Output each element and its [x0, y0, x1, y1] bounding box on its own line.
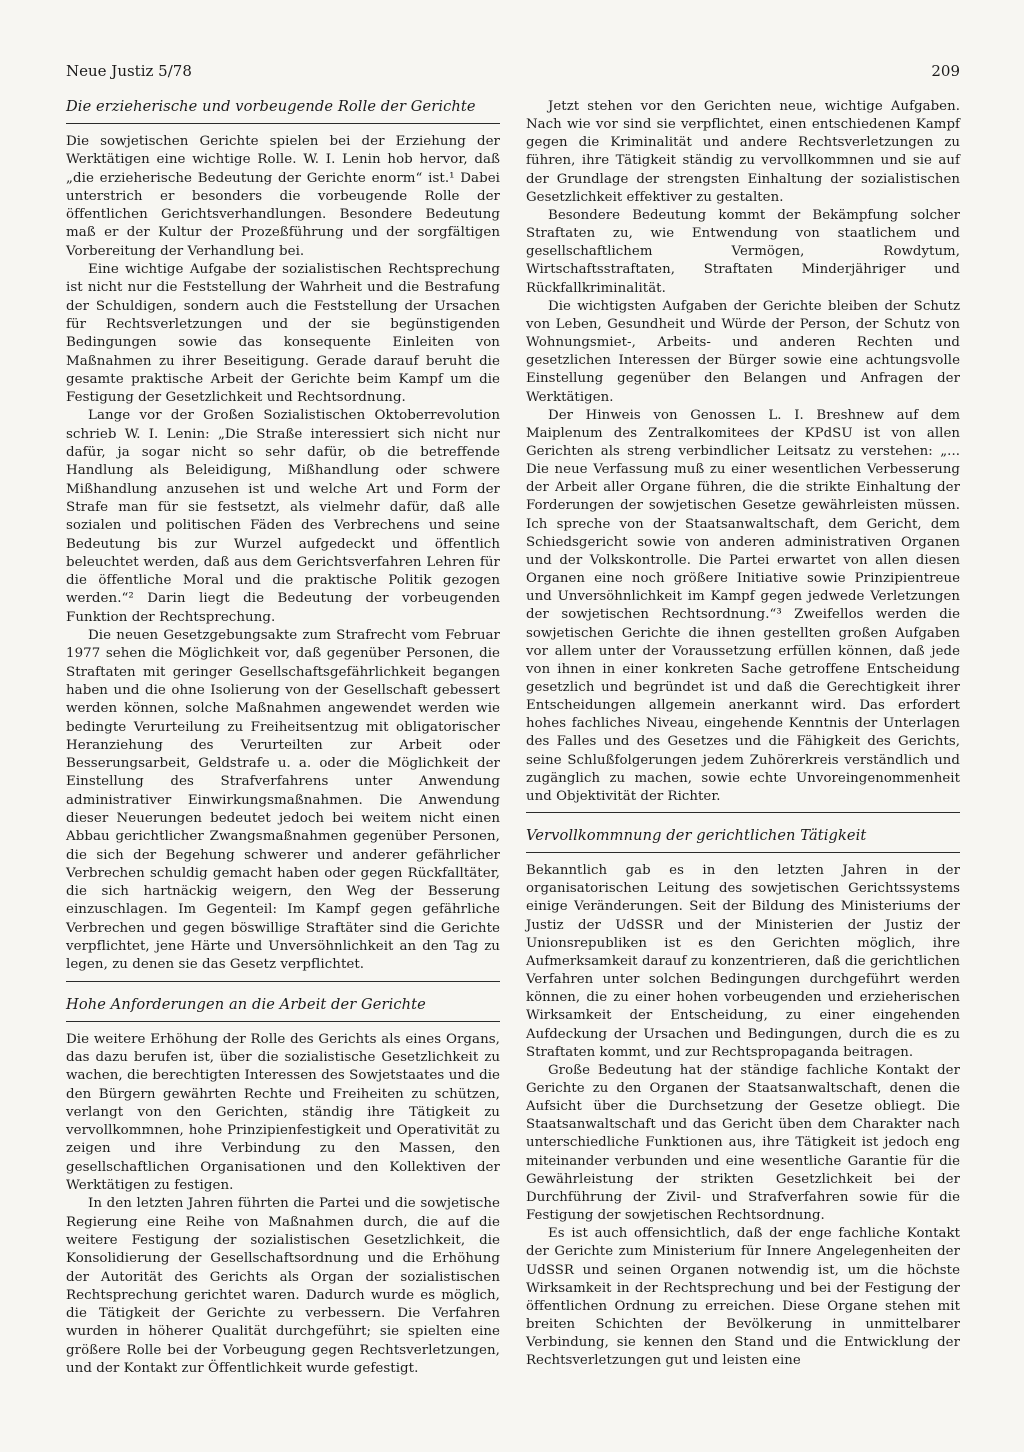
left-column [66, 98, 500, 1378]
paragraph: Jetzt stehen vor den Gerichten neue, wichtige Aufgaben. Nach wie vor sind sie verpflichtet, einen entschiedenen Kampf gegen die Kriminalität und andere Rechtsverletzungen zu führen, ihre Tätigkeit ständig zu vervollkommnen und sie auf der Grundlage der strengsten Einhaltung der sozialistischen Gesetzlichkeit effektiver zu gestalten. [526, 99, 960, 205]
section-divider [526, 812, 960, 813]
section-heading-erzieherische-rolle: Die erzieherische und vorbeugende Rolle der Gerichte [66, 98, 500, 124]
paragraph: Besondere Bedeutung kommt der Bekämpfung solcher Straftaten zu, wie Entwendung von staatlichem und gesellschaftlichem Vermögen, Rowdytum, Wirtschaftsstraftaten, Straftaten Minderjähriger und Rückfallkriminalität. [526, 207, 960, 296]
paragraph: Der Hinweis von Genossen L. I. Breshnew auf dem Maiplenum des Zentralkomitees der KPdSU ist von allen Gerichten als streng verbindlicher Leitsatz zu verstehen: „... Die neue Verfassung muß zu einer wesentlichen Verbesserung der Arbeit aller Organe führen, die die strikte Einhaltung der Forderungen der sowjetischen Gesetze gewährleisten müssen. Ich spreche von der Staatsanwaltschaft, dem Gericht, dem Schiedsgericht sowie von anderen administrativen Organen und der Volkskontrolle. Die Partei erwartet von allen diesen Organen eine noch größere Initiative sowie Prinzipientreue und Unversöhnlichkeit im Kampf gegen jedwede Verletzungen der sowjetischen Rechtsordnung.“³ Zweifellos werden die sowjetischen Gerichte die ihnen gestellten großen Aufgaben vor allem unter der Voraussetzung erfüllen können, daß jede von ihnen in einer konkreten Sache getroffene Entscheidung gesetzlich und begründet ist und daß die Gerechtigkeit ihrer Entscheidungen allgemein anerkannt wird. Das erfordert hohes fachliches Niveau, eingehende Kenntnis der Unterlagen des Falles und des Gesetzes und die Fähigkeit des Gerichts, seine Schlußfolgerungen jedem Zuhörerkreis verständlich und zugänglich zu machen, sowie echte Unvoreingenommenheit und Objektivität der Richter. [526, 407, 960, 804]
paragraph: Die neuen Gesetzgebungsakte zum Strafrecht vom Februar 1977 sehen die Möglichkeit vor, daß gegenüber Personen, die Straftaten mit geringer Gesellschaftsgefährlichkeit begangen haben und die ohne Isolierung von der Gesellschaft gebessert werden können, solche Maßnahmen angewendet werden wie bedingte Verurteilung zu Freiheitsentzug mit obligatorischer Heranziehung des Verurteilten zur Arbeit oder Besserungsarbeit, Geldstrafe u. a. oder die Möglichkeit der Einstellung des Strafverfahrens unter Anwendung administrativer Einwirkungsmaßnahmen. Die Anwendung dieser Neuerungen bedeutet jedoch bei weitem nicht einen Abbau gerichtlicher Zwangsmaßnahmen gegenüber Personen, die sich der Begehung schwerer und anderer gefährlicher Verbrechen schuldig gemacht haben oder gegen Rückfalltäter, die sich hartnäckig weigern, den Weg der Besserung einzuschlagen. Im Gegenteil: Im Kampf gegen gefährliche Verbrechen und gegen böswillige Straftäter sind die Gerichte verpflichtet, jene Härte und Unversöhnlichkeit an den Tag zu legen, zu denen sie das Gesetz verpflichtet. [66, 628, 500, 973]
paragraph: Die sowjetischen Gerichte spielen bei der Erziehung der Werktätigen eine wichtige Rolle. W. I. Lenin hob hervor, daß „die erzieherische Bedeutung der Gerichte enorm“ ist.¹ Dabei unterstrich er besonders die vorbeugende Rolle der öffentlichen Gerichtsverhandlungen. Besondere Bedeutung maß er der Kultur der Prozeßführung und der sorgfältigen Vorbereitung der Verhandlung bei. [66, 134, 500, 259]
paragraph: In den letzten Jahren führten die Partei und die sowjetische Regierung eine Reihe von Maßnahmen durch, die auf die weitere Festigung der sozialistischen Gesetzlichkeit, die Konsolidierung der Gesellschaftsordnung und die Erhöhung der Autorität des Gerichts als Organ der sozialistischen Rechtsprechung gerichtet waren. Dadurch wurde es möglich, die Tätigkeit der Gerichte zu verbessern. Die Verfahren wurden in höherer Qualität durchgeführt; sie spielten eine größere Rolle bei der Vorbeugung gegen Rechtsverletzungen, und der Kontakt zur Öffentlichkeit wurde gefestigt. [66, 1196, 500, 1376]
paragraph: Große Bedeutung hat der ständige fachliche Kontakt der Gerichte zu den Organen der Staatsanwaltschaft, denen die Aufsicht über die Durchsetzung der Gesetze obliegt. Die Staatsanwaltschaft und das Gericht üben dem Charakter nach unterschiedliche Funktionen aus, ihre Tätigkeit ist jedoch eng miteinander verbunden und eine wesentliche Garantie für die Gewährleistung der strikten Gesetzlichkeit bei der Durchführung der Zivil- und Strafverfahren sowie für die Festigung der sowjetischen Rechtsordnung. [526, 1062, 960, 1224]
paragraph: Bekanntlich gab es in den letzten Jahren in der organisatorischen Leitung des sowjetischen Gerichtssystems einige Veränderungen. Seit der Bildung des Ministeriums der Justiz der UdSSR und der Ministerien der Justiz der Unionsrepubliken ist es den Gerichten möglich, ihre Aufmerksamkeit darauf zu konzentrieren, daß die gerichtlichen Verfahren unter solchen Bedingungen durchgeführt werden können, die zu einer hohen vorbeugenden und erzieherischen Wirksamkeit der Entscheidung, zu einer eingehenden Aufdeckung der Ursachen und Bedingungen, durch die es zu Straftaten kommt, und zur Rechtspropaganda beitragen. [526, 863, 960, 1060]
paragraph: Eine wichtige Aufgabe der sozialistischen Rechtsprechung ist nicht nur die Feststellung der Wahrheit und die Bestrafung der Schuldigen, sondern auch die Feststellung der Ursachen für Rechtsverletzungen und der sie begünstigenden Bedingungen sowie das konsequente Einleiten von Maßnahmen zu ihrer Beseitigung. Gerade darauf beruht die gesamte praktische Arbeit der Gerichte beim Kampf um die Festigung der Gesetzlichkeit und Rechtsordnung. [66, 262, 500, 406]
paragraph: Lange vor der Großen Sozialistischen Oktoberrevolution schrieb W. I. Lenin: „Die Straße interessiert sich nicht nur dafür, ja sogar nicht so sehr dafür, ob die betreffende Handlung als Beleidigung, Mißhandlung oder schwere Mißhandlung anzusehen ist und welche Art und Form der Strafe man für sie festsetzt, als vielmehr dafür, daß alle sozialen und politischen Fäden des Verbrechens und seine Bedeutung bis zur Wurzel aufgedeckt und öffentlich beleuchtet werden, daß aus dem Gerichtsverfahren Lehren für die öffentliche Moral und die praktische Politik gezogen werden.“² Darin liegt die Bedeutung der vorbeugenden Funktion der Rechtsprechung. [66, 408, 500, 625]
right-column [526, 98, 960, 1370]
paragraph: Die wichtigsten Aufgaben der Gerichte bleiben der Schutz von Leben, Gesundheit und Würde der Person, der Schutz von Wohnungsmiet-, Arbeits- und anderen Rechten und gesetzlichen Interessen der Bürger sowie eine achtungsvolle Einstellung gegenüber den Belangen und Anfragen der Werktätigen. [526, 298, 960, 405]
section-divider [66, 981, 500, 982]
paragraph: Die weitere Erhöhung der Rolle des Gerichts als eines Organs, das dazu berufen ist, über die sozialistische Gesetzlichkeit zu wachen, die berechtigten Interessen des Sowjetstaates und die den Bürgern gewährten Rechte und Freiheiten zu schützen, verlangt von den Gerichten, ständig ihre Tätigkeit zu vervollkommnen, hohe Prinzipienfestigkeit und Operativität zu zeigen und ihre Verbindung zu den Massen, den gesellschaftlichen Organisationen und den Kollektiven der Werktätigen zu festigen. [66, 1031, 500, 1194]
journal-title: Neue Justiz 5/78 [66, 62, 192, 80]
section-heading-hohe-anforderungen: Hohe Anforderungen an die Arbeit der Gerichte [66, 996, 500, 1022]
running-head [66, 62, 960, 86]
page-number: 209 [931, 62, 960, 80]
section-heading-vervollkommnung: Vervollkommnung der gerichtlichen Tätigkeit [526, 827, 960, 853]
paragraph: Es ist auch offensichtlich, daß der enge fachliche Kontakt der Gerichte zum Ministerium für Innere Angelegenheiten der UdSSR und seinen Organen notwendig ist, um die höchste Wirksamkeit in der Rechtsprechung und bei der Festigung der öffentlichen Ordnung zu erreichen. Diese Organe stehen mit breiten Schichten der Bevölkerung in unmittelbarer Verbindung, sie kennen den Stand und die Entwicklung der Rechtsverletzungen gut und leisten eine [526, 1226, 960, 1369]
